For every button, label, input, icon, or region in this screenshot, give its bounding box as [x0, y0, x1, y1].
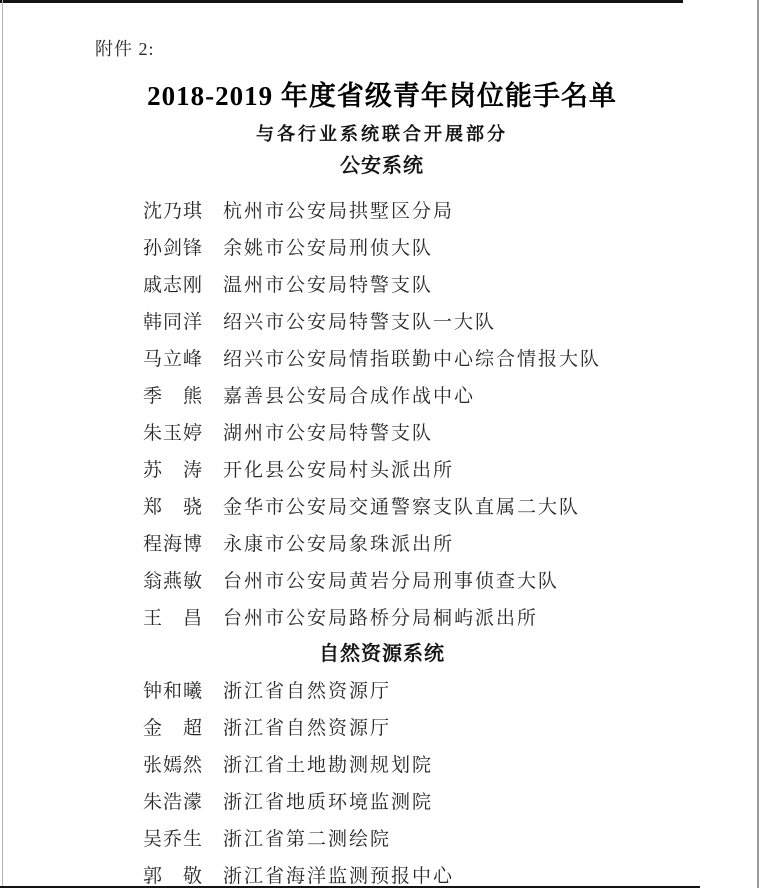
person-name: 郭 敬	[143, 866, 204, 887]
list-item	[0, 856, 764, 888]
document-title: 2018-2019 年度省级青年岗位能手名单	[147, 81, 617, 111]
list-item	[0, 487, 764, 524]
person-name: 钟和曦	[143, 681, 204, 702]
list-item	[0, 339, 764, 376]
organization-name: 台州市公安局路桥分局桐屿派出所	[223, 608, 539, 629]
person-name: 苏 涛	[143, 460, 204, 481]
organization-name: 绍兴市公安局特警支队一大队	[223, 312, 497, 333]
organization-name: 浙江省自然资源厅	[223, 681, 392, 702]
section-heading: 自然资源系统	[319, 643, 445, 665]
person-name: 沈乃琪	[143, 201, 204, 222]
organization-name: 浙江省地质环境监测院	[223, 792, 434, 813]
list-item	[0, 228, 764, 265]
list-item	[0, 524, 764, 561]
person-name: 朱玉婷	[143, 423, 204, 444]
list-item	[0, 561, 764, 598]
person-name: 韩同洋	[143, 312, 204, 333]
person-name: 吴乔生	[143, 829, 204, 850]
section-rows	[0, 191, 764, 635]
organization-name: 开化县公安局村头派出所	[223, 460, 455, 481]
organization-name: 浙江省自然资源厅	[223, 718, 392, 739]
list-item	[0, 745, 764, 782]
section-rows	[0, 671, 764, 888]
document-section	[0, 153, 764, 635]
list-item	[0, 819, 764, 856]
person-name: 朱浩濛	[143, 792, 204, 813]
list-item	[0, 413, 764, 450]
list-item	[0, 302, 764, 339]
person-name: 马立峰	[143, 349, 204, 370]
person-name: 王 昌	[143, 608, 204, 629]
page-top-edge-bar	[0, 0, 683, 3]
organization-name: 湖州市公安局特警支队	[223, 423, 434, 444]
organization-name: 台州市公安局黄岩分局刑事侦查大队	[223, 571, 560, 592]
list-item	[0, 598, 764, 635]
organization-name: 余姚市公安局刑侦大队	[223, 238, 434, 259]
document-section	[0, 641, 764, 888]
sections-container	[0, 153, 764, 888]
attachment-label: 附件 2:	[95, 39, 155, 59]
list-item	[0, 671, 764, 708]
list-item	[0, 191, 764, 228]
person-name: 郑 骁	[143, 497, 204, 518]
list-item	[0, 265, 764, 302]
person-name: 翁燕敏	[143, 571, 204, 592]
organization-name: 绍兴市公安局情指联勤中心综合情报大队	[223, 349, 602, 370]
list-item	[0, 782, 764, 819]
organization-name: 嘉善县公安局合成作战中心	[223, 386, 476, 407]
list-item	[0, 376, 764, 413]
list-item	[0, 450, 764, 487]
document-subtitle: 与各行业系统联合开展部分	[256, 124, 508, 144]
organization-name: 杭州市公安局拱墅区分局	[223, 201, 455, 222]
person-name: 金 超	[143, 718, 204, 739]
person-name: 程海博	[143, 534, 204, 555]
organization-name: 浙江省第二测绘院	[223, 829, 392, 850]
person-name: 张嫣然	[143, 755, 204, 776]
organization-name: 永康市公安局象珠派出所	[223, 534, 455, 555]
person-name: 孙剑锋	[143, 238, 204, 259]
section-heading: 公安系统	[340, 155, 424, 177]
person-name: 季 熊	[143, 386, 204, 407]
organization-name: 浙江省海洋监测预报中心	[223, 866, 455, 887]
list-item	[0, 708, 764, 745]
organization-name: 温州市公安局特警支队	[223, 275, 434, 296]
person-name: 戚志刚	[143, 275, 204, 296]
organization-name: 金华市公安局交通警察支队直属二大队	[223, 497, 581, 518]
organization-name: 浙江省土地勘测规划院	[223, 755, 434, 776]
